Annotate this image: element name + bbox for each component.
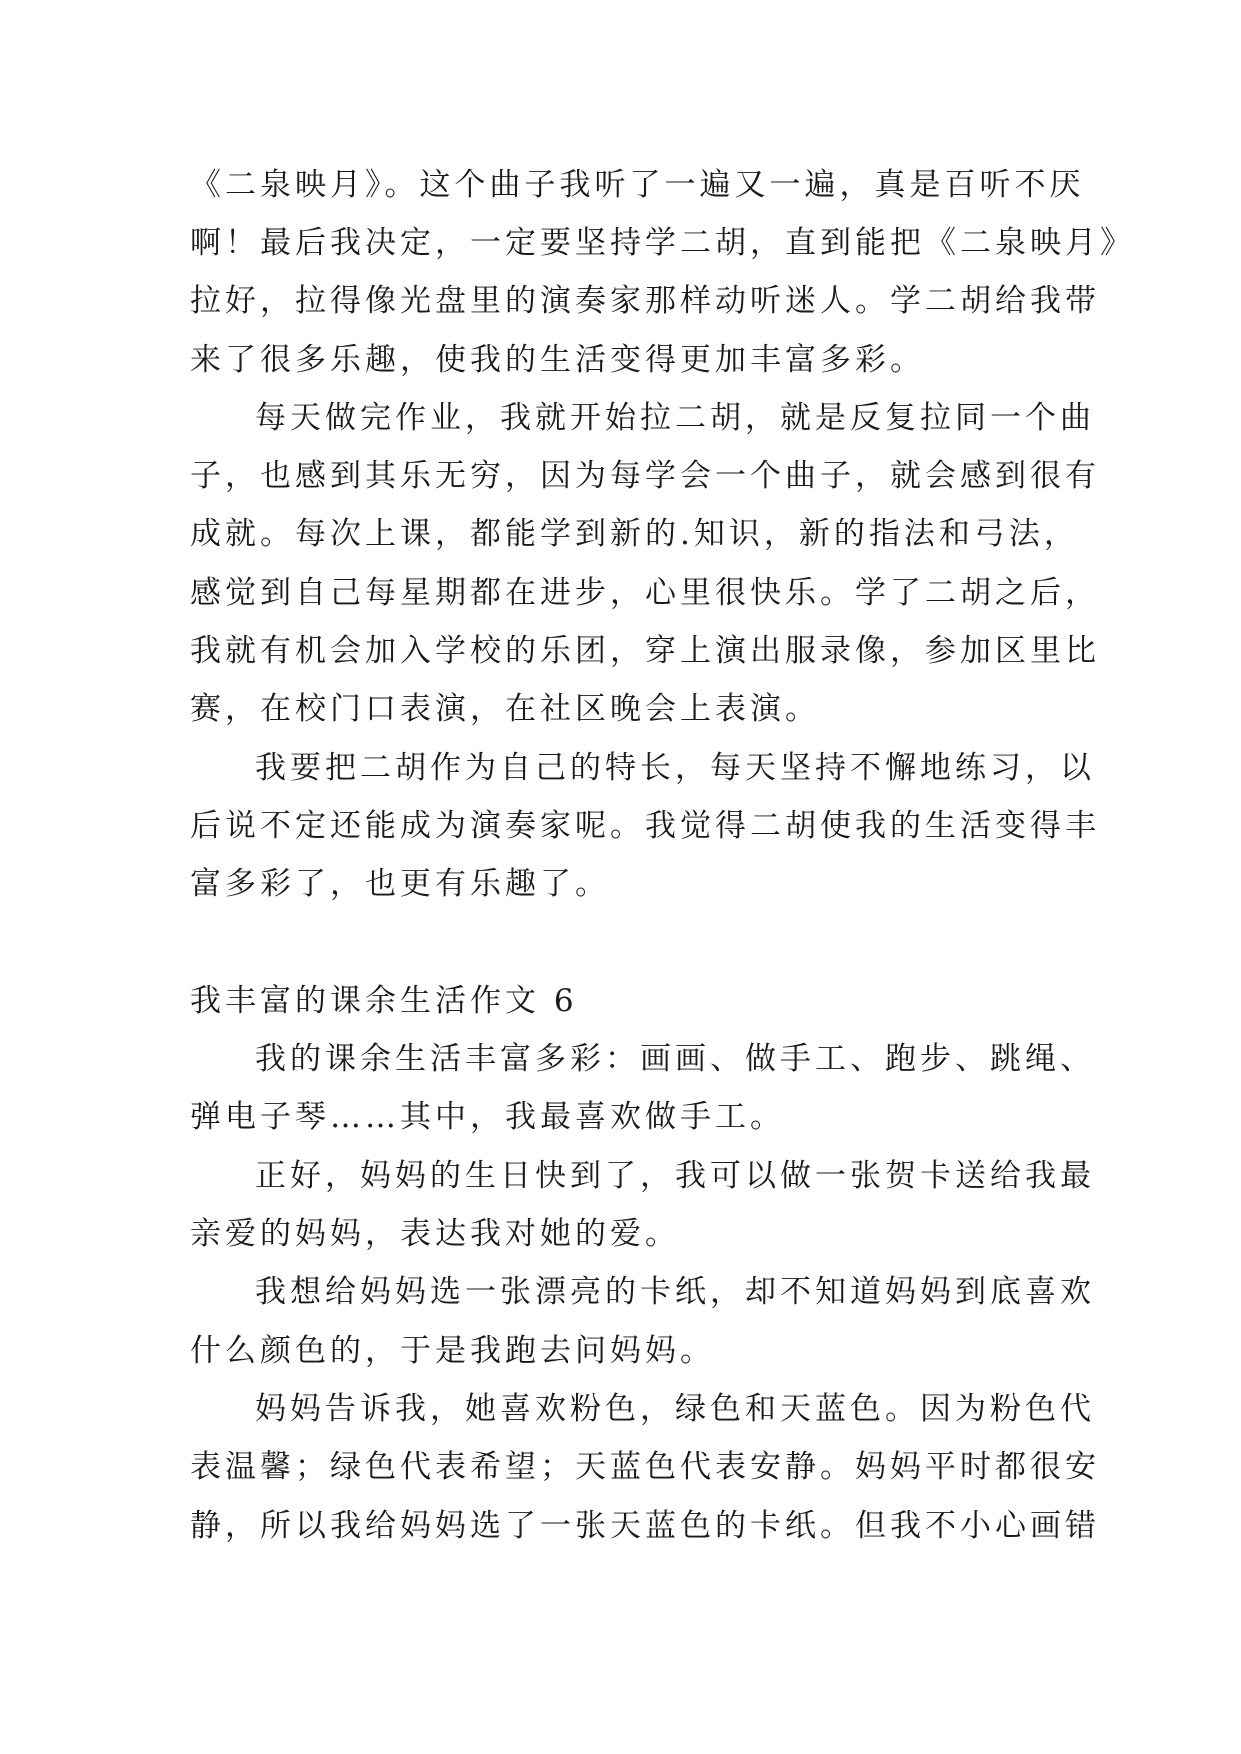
paragraph-first-line: 我的课余生活丰富多彩：画画、做手工、跑步、跳绳、 (255, 1041, 1095, 1077)
paragraph-first-line: 妈妈告诉我，她喜欢粉色，绿色和天蓝色。因为粉色代 (255, 1391, 1095, 1427)
paragraph-first-line: 每天做完作业，我就开始拉二胡，就是反复拉同一个曲 (255, 400, 1095, 436)
text-line: 亲爱的妈妈，表达我对她的爱。 (190, 1216, 680, 1252)
paragraph-first-line: 正好，妈妈的生日快到了，我可以做一张贺卡送给我最 (255, 1158, 1095, 1194)
text-line: 拉好，拉得像光盘里的演奏家那样动听迷人。学二胡给我带 (190, 283, 1100, 319)
text-line: 来了很多乐趣，使我的生活变得更加丰富多彩。 (190, 342, 925, 378)
text-line: 表温馨；绿色代表希望；天蓝色代表安静。妈妈平时都很安 (190, 1449, 1100, 1485)
text-line: 赛，在校门口表演，在社区晚会上表演。 (190, 691, 820, 727)
paragraph-first-line: 我想给妈妈选一张漂亮的卡纸，却不知道妈妈到底喜欢 (255, 1274, 1095, 1310)
text-line: 静，所以我给妈妈选了一张天蓝色的卡纸。但我不小心画错 (190, 1508, 1100, 1544)
text-line: 感觉到自己每星期都在进步，心里很快乐。学了二胡之后， (190, 575, 1100, 611)
text-line: 《二泉映月》。这个曲子我听了一遍又一遍，真是百听不厌 (190, 167, 1085, 203)
text-line: 啊！最后我决定，一定要坚持学二胡，直到能把《二泉映月》 (190, 225, 1135, 261)
paragraph-first-line: 我要把二胡作为自己的特长，每天坚持不懈地练习，以 (255, 750, 1095, 786)
text-line: 后说不定还能成为演奏家呢。我觉得二胡使我的生活变得丰 (190, 808, 1100, 844)
section-heading: 我丰富的课余生活作文 6 (190, 983, 578, 1019)
text-line: 成就。每次上课，都能学到新的.知识，新的指法和弓法， (190, 516, 1079, 552)
text-line: 富多彩了，也更有乐趣了。 (190, 866, 610, 902)
text-line: 子，也感到其乐无穷，因为每学会一个曲子，就会感到很有 (190, 458, 1100, 494)
text-line: 什么颜色的，于是我跑去问妈妈。 (190, 1333, 715, 1369)
text-line: 我就有机会加入学校的乐团，穿上演出服录像，参加区里比 (190, 633, 1100, 669)
text-line: 弹电子琴……其中，我最喜欢做手工。 (190, 1099, 785, 1135)
